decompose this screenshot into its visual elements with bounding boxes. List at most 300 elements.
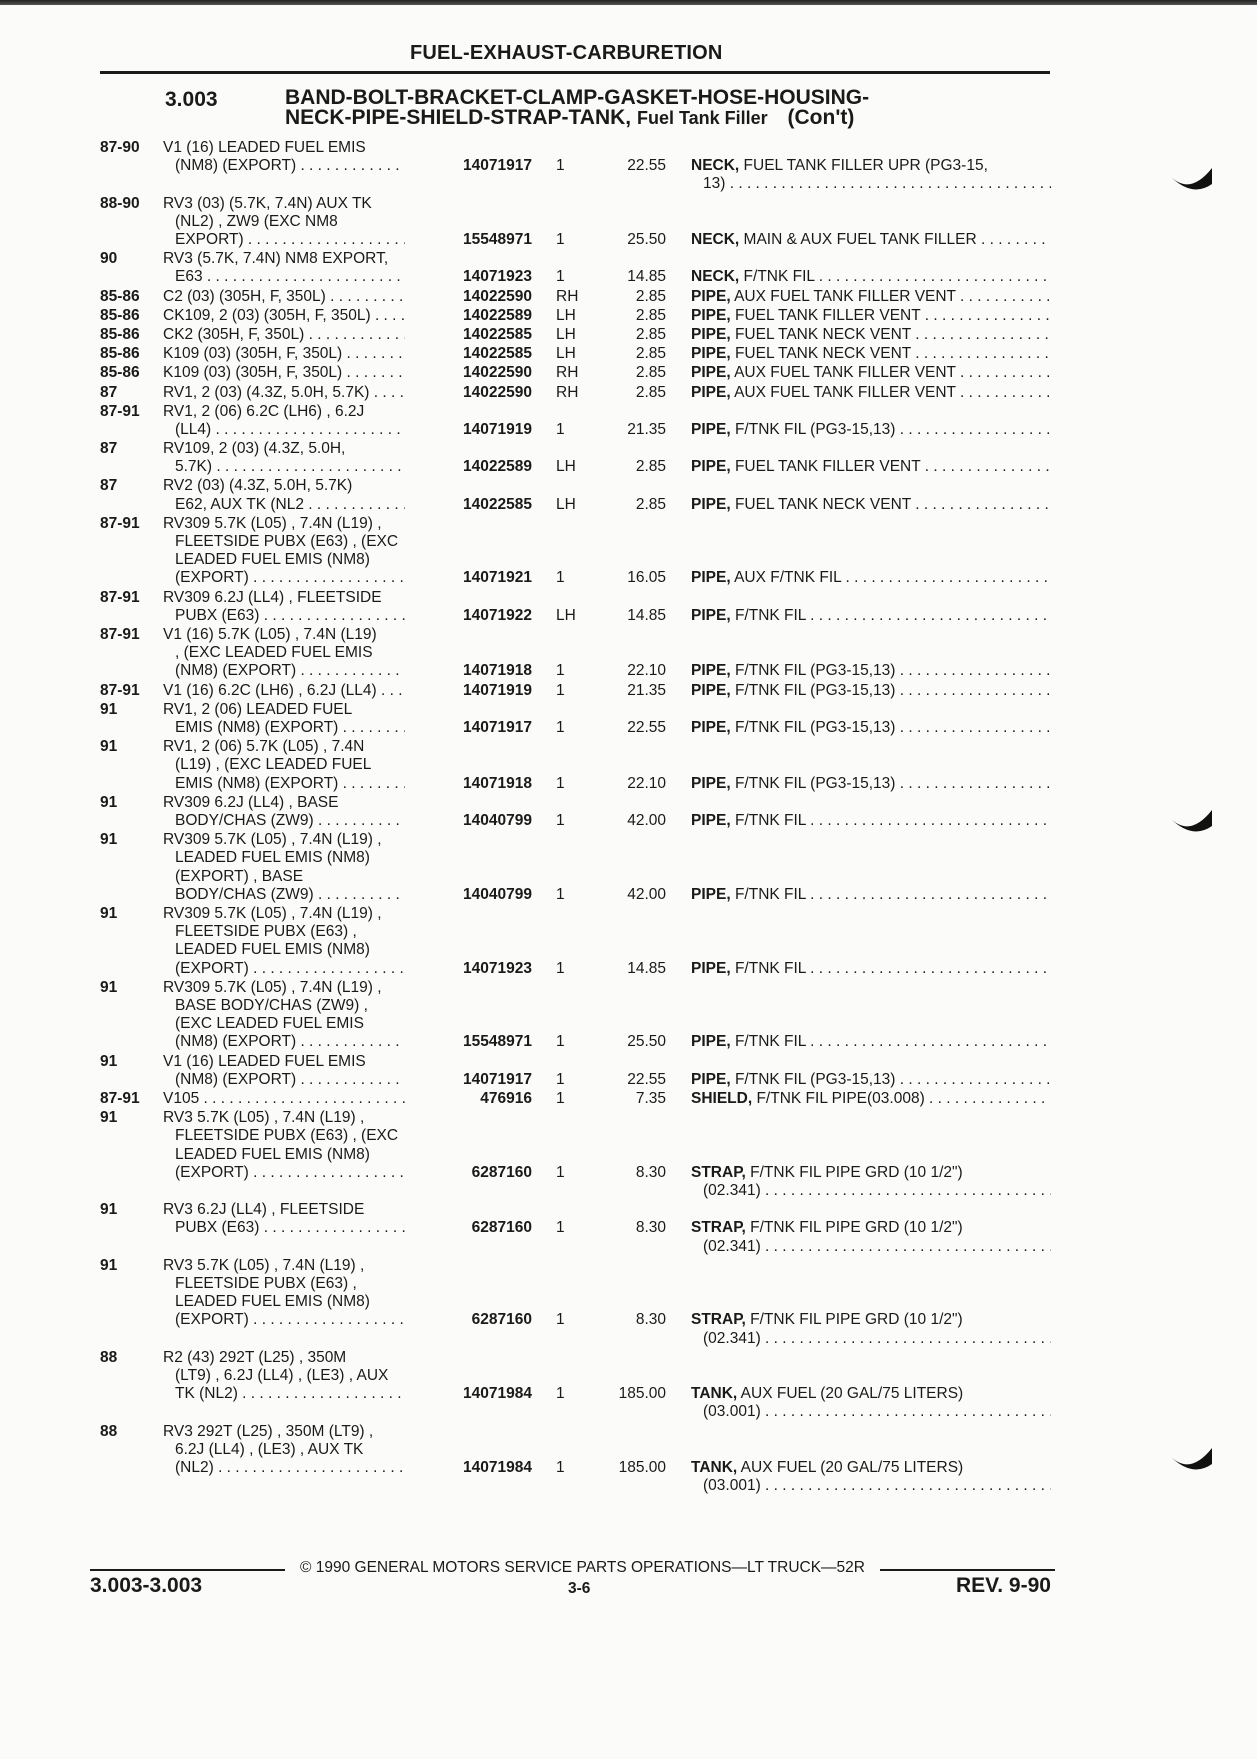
usage-line: (LT9) , 6.2J (LL4) , (LE3) , AUX bbox=[175, 1366, 389, 1384]
price: 7.35 bbox=[635, 1090, 666, 1107]
part-row bbox=[0, 345, 1257, 364]
price: 42.00 bbox=[627, 885, 666, 903]
model-years: 85-86 bbox=[100, 306, 140, 324]
part-description bbox=[691, 1164, 1051, 1200]
model-years: 88 bbox=[100, 1422, 118, 1440]
quantity: 1 bbox=[556, 1219, 565, 1237]
part-row bbox=[0, 905, 1257, 979]
usage-line: RV109, 2 (03) (4.3Z, 5.0H, bbox=[163, 440, 346, 458]
quantity: LH bbox=[556, 306, 576, 324]
price: 42.00 bbox=[627, 812, 666, 830]
part-row bbox=[0, 250, 1257, 287]
usage-line: LEADED FUEL EMIS (NM8) bbox=[175, 849, 370, 867]
part-row bbox=[0, 384, 1257, 403]
part-detail: F/TNK FIL (PG3-15,13) bbox=[734, 774, 896, 792]
part-name: TANK, bbox=[691, 1458, 738, 1476]
usage-line: C2 (03) (305H, F, 350L) . . . bbox=[163, 288, 433, 306]
part-detail: F/TNK FIL PIPE(03.008) bbox=[756, 1090, 925, 1107]
price: 2.85 bbox=[635, 495, 666, 513]
part-row bbox=[0, 515, 1257, 589]
usage-line: R2 (43) 292T (L25) , 350M bbox=[163, 1348, 347, 1366]
part-description-line bbox=[691, 886, 1051, 904]
usage-description bbox=[163, 384, 433, 402]
part-description-line bbox=[691, 1182, 1051, 1200]
part-detail: 13) bbox=[703, 175, 726, 193]
part-row bbox=[0, 701, 1257, 738]
usage-line: V105 . . . bbox=[163, 1090, 433, 1108]
usage-line: FLEETSIDE PUBX (E63) , (EXC bbox=[175, 1127, 399, 1145]
model-years: 91 bbox=[100, 793, 118, 811]
part-row bbox=[0, 139, 1257, 195]
usage-line: V1 (16) LEADED FUEL EMIS bbox=[163, 1052, 366, 1070]
usage-description bbox=[163, 477, 433, 513]
part-detail: AUX FUEL (20 GAL/75 LITERS) bbox=[740, 1458, 964, 1476]
quantity: 1 bbox=[556, 812, 565, 830]
usage-line: BODY/CHAS (ZW9) . . . bbox=[163, 812, 433, 830]
part-detail: AUX FUEL TANK FILLER VENT bbox=[734, 364, 956, 382]
part-name: PIPE, bbox=[691, 420, 731, 438]
quantity: LH bbox=[556, 458, 576, 476]
usage-description bbox=[163, 515, 433, 588]
usage-line: FLEETSIDE PUBX (E63) , bbox=[175, 1274, 357, 1292]
usage-line: RV309 6.2J (LL4) , BASE bbox=[163, 793, 339, 811]
model-years: 87-91 bbox=[100, 681, 140, 699]
part-number: 15548971 bbox=[405, 231, 532, 249]
part-row bbox=[0, 1109, 1257, 1201]
part-number: 14071919 bbox=[405, 682, 532, 700]
part-name: PIPE, bbox=[691, 325, 731, 343]
usage-line: RV2 (03) (4.3Z, 5.0H, 5.7K) bbox=[163, 477, 353, 495]
part-detail: FUEL TANK FILLER UPR (PG3-15, bbox=[743, 157, 988, 175]
model-years: 87-91 bbox=[100, 626, 140, 644]
footer-page-number: 3-6 bbox=[568, 1580, 591, 1597]
part-description bbox=[691, 1311, 1051, 1347]
usage-description bbox=[163, 307, 433, 325]
group-title bbox=[285, 88, 1225, 128]
model-years: 88-90 bbox=[100, 194, 140, 212]
part-name: SHIELD, bbox=[691, 1090, 753, 1107]
price: 2.85 bbox=[635, 287, 666, 305]
model-years: 90 bbox=[100, 250, 118, 268]
part-name: PIPE, bbox=[691, 719, 731, 737]
usage-description bbox=[163, 589, 433, 625]
usage-line: PUBX (E63) . . . bbox=[163, 607, 433, 625]
part-number: 14071923 bbox=[405, 960, 532, 978]
part-number: 14022590 bbox=[405, 364, 532, 382]
part-detail: (02.341) bbox=[703, 1329, 761, 1347]
usage-line: BODY/CHAS (ZW9) . . . bbox=[163, 886, 433, 904]
scan-edge-bar bbox=[0, 0, 1257, 5]
model-years: 91 bbox=[100, 738, 118, 756]
part-row bbox=[0, 403, 1257, 440]
part-number: 14071921 bbox=[405, 569, 532, 587]
part-detail: AUX FUEL (20 GAL/75 LITERS) bbox=[740, 1385, 964, 1403]
usage-line: K109 (03) (305H, F, 350L) . . . bbox=[163, 345, 433, 363]
usage-line: (NM8) (EXPORT) . . . bbox=[163, 1071, 433, 1089]
part-description-line bbox=[691, 364, 1051, 382]
part-description bbox=[691, 719, 1051, 737]
part-row bbox=[0, 326, 1257, 345]
price: 22.55 bbox=[627, 157, 666, 175]
part-name: TANK, bbox=[691, 1385, 738, 1403]
usage-description bbox=[163, 139, 433, 175]
usage-line: (EXPORT) . . . bbox=[163, 1311, 433, 1329]
part-description bbox=[691, 307, 1051, 325]
model-years: 87-91 bbox=[100, 514, 140, 532]
usage-description bbox=[163, 440, 433, 476]
usage-description bbox=[163, 250, 433, 286]
part-detail: (02.341) bbox=[703, 1237, 761, 1255]
binder-hole-mark-3 bbox=[1168, 1446, 1214, 1472]
part-detail: F/TNK FIL (PG3-15,13) bbox=[734, 420, 896, 438]
part-detail: F/TNK FIL PIPE GRD (10 1/2") bbox=[750, 1163, 963, 1181]
part-description bbox=[691, 662, 1051, 680]
part-name: PIPE, bbox=[691, 1033, 731, 1051]
quantity: 1 bbox=[556, 1090, 565, 1107]
part-name: PIPE, bbox=[691, 306, 731, 324]
quantity: LH bbox=[556, 345, 576, 363]
part-row bbox=[0, 1090, 1257, 1109]
part-number: 14071984 bbox=[405, 1385, 532, 1403]
part-detail: FUEL TANK NECK VENT bbox=[734, 325, 911, 343]
usage-line: (EXPORT) , BASE bbox=[175, 867, 304, 885]
part-name: STRAP, bbox=[691, 1311, 746, 1329]
usage-line: BASE BODY/CHAS (ZW9) , bbox=[175, 997, 368, 1014]
usage-line: RV309 5.7K (L05) , 7.4N (L19) , bbox=[163, 831, 382, 849]
part-number: 14071917 bbox=[405, 1071, 532, 1089]
part-name: PIPE, bbox=[691, 458, 731, 476]
part-description-line bbox=[691, 607, 1051, 625]
model-years: 91 bbox=[100, 831, 118, 849]
usage-line: RV1, 2 (06) 5.7K (L05) , 7.4N bbox=[163, 738, 365, 756]
part-description-line bbox=[691, 1330, 1051, 1348]
part-detail: MAIN & AUX FUEL TANK FILLER bbox=[743, 230, 977, 248]
part-description bbox=[691, 345, 1051, 363]
part-number: 14071918 bbox=[405, 775, 532, 793]
model-years: 91 bbox=[100, 1201, 118, 1219]
usage-description bbox=[163, 1053, 433, 1089]
price: 14.85 bbox=[627, 606, 666, 624]
part-detail: F/TNK FIL bbox=[734, 606, 806, 624]
quantity: 1 bbox=[556, 569, 565, 587]
footer-revision: REV. 9-90 bbox=[956, 1574, 1051, 1597]
usage-line: EMIS (NM8) (EXPORT) . . . bbox=[163, 719, 433, 737]
part-number: 14022585 bbox=[405, 496, 532, 514]
quantity: 1 bbox=[556, 268, 565, 286]
part-row bbox=[0, 738, 1257, 794]
quantity: 1 bbox=[556, 774, 565, 792]
part-description-line bbox=[691, 662, 1051, 680]
usage-line: K109 (03) (305H, F, 350L) . . . bbox=[163, 364, 433, 382]
price: 2.85 bbox=[635, 458, 666, 476]
part-description-line bbox=[691, 1033, 1051, 1051]
price: 8.30 bbox=[635, 1311, 666, 1329]
usage-line: (LL4) . . . bbox=[163, 421, 433, 439]
quantity: 1 bbox=[556, 681, 565, 699]
model-years: 85-86 bbox=[100, 345, 140, 363]
part-row bbox=[0, 477, 1257, 514]
part-number: 14071917 bbox=[405, 719, 532, 737]
part-name: NECK, bbox=[691, 268, 740, 286]
part-description bbox=[691, 1219, 1051, 1255]
model-years: 85-86 bbox=[100, 325, 140, 343]
quantity: 1 bbox=[556, 885, 565, 903]
part-description-line bbox=[691, 719, 1051, 737]
usage-description bbox=[163, 831, 433, 904]
usage-description bbox=[163, 1423, 433, 1478]
quantity: 1 bbox=[556, 662, 565, 680]
usage-line: RV1, 2 (06) 6.2C (LH6) , 6.2J bbox=[163, 402, 365, 420]
quantity: 1 bbox=[556, 230, 565, 248]
part-name: PIPE, bbox=[691, 774, 731, 792]
price: 21.35 bbox=[627, 681, 666, 699]
part-name: PIPE, bbox=[691, 662, 731, 680]
part-description bbox=[691, 231, 1051, 249]
part-description-line bbox=[691, 268, 1051, 286]
part-number: 14040799 bbox=[405, 812, 532, 830]
part-detail: FUEL TANK NECK VENT bbox=[734, 345, 911, 363]
quantity: 1 bbox=[556, 157, 565, 175]
usage-description bbox=[163, 345, 433, 363]
part-row bbox=[0, 831, 1257, 905]
part-row bbox=[0, 1053, 1257, 1090]
section-title: FUEL-EXHAUST-CARBURETION bbox=[410, 42, 723, 64]
usage-line: FLEETSIDE PUBX (E63) , (EXC bbox=[175, 533, 399, 551]
usage-line: RV309 5.7K (L05) , 7.4N (L19) , bbox=[163, 905, 382, 923]
usage-line: LEADED FUEL EMIS (NM8) bbox=[175, 1293, 370, 1311]
model-years: 88 bbox=[100, 1348, 118, 1366]
price: 22.10 bbox=[627, 662, 666, 680]
usage-line: RV3 5.7K (L05) , 7.4N (L19) , bbox=[163, 1256, 365, 1274]
part-name: PIPE, bbox=[691, 287, 731, 305]
usage-description bbox=[163, 979, 433, 1052]
quantity: 1 bbox=[556, 1311, 565, 1329]
usage-line: V1 (16) 5.7K (L05) , 7.4N (L19) bbox=[163, 626, 377, 644]
model-years: 87 bbox=[100, 477, 118, 495]
part-description bbox=[691, 288, 1051, 306]
usage-line: (NM8) (EXPORT) . . . bbox=[163, 1033, 433, 1051]
part-description bbox=[691, 268, 1051, 286]
quantity: 1 bbox=[556, 959, 565, 977]
part-detail: F/TNK FIL bbox=[743, 268, 815, 286]
quantity: RH bbox=[556, 287, 579, 305]
usage-line: RV3 (03) (5.7K, 7.4N) AUX TK bbox=[163, 194, 372, 212]
part-number: 6287160 bbox=[405, 1219, 532, 1237]
part-description-line bbox=[691, 1385, 1051, 1403]
usage-description bbox=[163, 905, 433, 978]
part-name: STRAP, bbox=[691, 1163, 746, 1181]
part-detail: AUX FUEL TANK FILLER VENT bbox=[734, 383, 956, 401]
footer-copyright: © 1990 GENERAL MOTORS SERVICE PARTS OPERATIONS—LT TRUCK—52R bbox=[300, 1559, 865, 1576]
part-number: 14022590 bbox=[405, 288, 532, 306]
usage-line: E63 . . . bbox=[163, 268, 433, 286]
usage-description bbox=[163, 1090, 433, 1108]
usage-description bbox=[163, 682, 433, 700]
usage-description bbox=[163, 326, 433, 344]
part-description bbox=[691, 458, 1051, 476]
usage-line: EXPORT) . . . bbox=[163, 231, 433, 249]
part-description-line bbox=[691, 1164, 1051, 1182]
part-description-line bbox=[691, 1311, 1051, 1329]
usage-description bbox=[163, 701, 433, 737]
price: 2.85 bbox=[635, 345, 666, 363]
part-description bbox=[691, 607, 1051, 625]
model-years: 91 bbox=[100, 1256, 118, 1274]
part-name: PIPE, bbox=[691, 569, 731, 587]
usage-line: 5.7K) . . . bbox=[163, 458, 433, 476]
part-description-line bbox=[691, 345, 1051, 363]
part-name: NECK, bbox=[691, 157, 740, 175]
part-number: 14071923 bbox=[405, 268, 532, 286]
usage-line: LEADED FUEL EMIS (NM8) bbox=[175, 941, 370, 959]
usage-line: RV3 (5.7K, 7.4N) NM8 EXPORT, bbox=[163, 250, 389, 268]
part-name: STRAP, bbox=[691, 1219, 746, 1237]
quantity: 1 bbox=[556, 1070, 565, 1088]
model-years: 91 bbox=[100, 1052, 118, 1070]
binder-hole-mark-1 bbox=[1168, 166, 1214, 192]
model-years: 87-91 bbox=[100, 1090, 140, 1107]
quantity: 1 bbox=[556, 1163, 565, 1181]
part-name: PIPE, bbox=[691, 345, 731, 363]
usage-line: RV1, 2 (06) LEADED FUEL bbox=[163, 700, 353, 718]
part-row bbox=[0, 1257, 1257, 1349]
usage-line: RV3 292T (L25) , 350M (LT9) , bbox=[163, 1422, 374, 1440]
usage-line: RV1, 2 (03) (4.3Z, 5.0H, 5.7K) . . . bbox=[163, 384, 433, 402]
usage-description bbox=[163, 1257, 433, 1330]
part-detail: F/TNK FIL PIPE GRD (10 1/2") bbox=[750, 1219, 963, 1237]
part-detail: FUEL TANK NECK VENT bbox=[734, 495, 911, 513]
model-years: 87-91 bbox=[100, 402, 140, 420]
part-name: PIPE, bbox=[691, 959, 731, 977]
part-description-line bbox=[691, 1071, 1051, 1089]
part-row bbox=[0, 195, 1257, 251]
usage-description bbox=[163, 403, 433, 439]
part-description-line bbox=[691, 421, 1051, 439]
part-description-line bbox=[691, 326, 1051, 344]
group-title-sub: Fuel Tank Filler bbox=[636, 108, 768, 128]
part-row bbox=[0, 307, 1257, 326]
part-detail: (03.001) bbox=[703, 1477, 761, 1495]
part-number: 6287160 bbox=[405, 1311, 532, 1329]
part-number: 6287160 bbox=[405, 1164, 532, 1182]
part-number: 14022590 bbox=[405, 384, 532, 402]
part-description-line bbox=[691, 775, 1051, 793]
usage-line: PUBX (E63) . . . bbox=[163, 1219, 433, 1237]
quantity: 1 bbox=[556, 1385, 565, 1403]
part-detail: (03.001) bbox=[703, 1403, 761, 1421]
part-detail: AUX F/TNK FIL bbox=[734, 569, 842, 587]
part-name: PIPE, bbox=[691, 606, 731, 624]
part-row bbox=[0, 794, 1257, 831]
model-years: 91 bbox=[100, 1109, 118, 1127]
quantity: 1 bbox=[556, 1033, 565, 1051]
part-number: 14040799 bbox=[405, 886, 532, 904]
part-number: 14022589 bbox=[405, 307, 532, 325]
model-years: 91 bbox=[100, 978, 118, 996]
part-description bbox=[691, 1071, 1051, 1089]
part-description-line bbox=[691, 384, 1051, 402]
model-years: 87-90 bbox=[100, 139, 140, 156]
usage-line: LEADED FUEL EMIS (NM8) bbox=[175, 551, 370, 569]
price: 8.30 bbox=[635, 1163, 666, 1181]
group-title-main: NECK-PIPE-SHIELD-STRAP-TANK, bbox=[285, 106, 632, 129]
part-description bbox=[691, 326, 1051, 344]
part-number: 14071918 bbox=[405, 662, 532, 680]
part-number: 15548971 bbox=[405, 1033, 532, 1051]
part-description-line bbox=[691, 569, 1051, 587]
quantity: 1 bbox=[556, 1458, 565, 1476]
part-description bbox=[691, 960, 1051, 978]
parts-list bbox=[0, 139, 1257, 1496]
usage-line: RV309 5.7K (L05) , 7.4N (L19) , bbox=[163, 978, 382, 996]
usage-line: LEADED FUEL EMIS (NM8) bbox=[175, 1145, 370, 1163]
usage-line: RV3 5.7K (L05) , 7.4N (L19) , bbox=[163, 1109, 365, 1127]
footer-rule-right bbox=[880, 1569, 1055, 1571]
part-detail: (02.341) bbox=[703, 1181, 761, 1199]
model-years: 87-91 bbox=[100, 588, 140, 606]
price: 2.85 bbox=[635, 383, 666, 401]
part-description-line bbox=[691, 812, 1051, 830]
part-detail: F/TNK FIL bbox=[734, 885, 806, 903]
part-name: NECK, bbox=[691, 230, 740, 248]
part-description bbox=[691, 886, 1051, 904]
part-row bbox=[0, 288, 1257, 307]
part-name: PIPE, bbox=[691, 885, 731, 903]
footer-group-range: 3.003-3.003 bbox=[90, 1574, 203, 1597]
price: 25.50 bbox=[627, 230, 666, 248]
price: 8.30 bbox=[635, 1219, 666, 1237]
price: 2.85 bbox=[635, 306, 666, 324]
part-description-line bbox=[691, 288, 1051, 306]
part-description bbox=[691, 1090, 1051, 1108]
part-description bbox=[691, 812, 1051, 830]
quantity: LH bbox=[556, 325, 576, 343]
part-name: PIPE, bbox=[691, 812, 731, 830]
part-number: 476916 bbox=[405, 1090, 532, 1108]
part-detail: F/TNK FIL (PG3-15,13) bbox=[734, 719, 896, 737]
usage-description bbox=[163, 364, 433, 382]
usage-line: TK (NL2) . . . bbox=[163, 1385, 433, 1403]
part-detail: F/TNK FIL (PG3-15,13) bbox=[734, 1070, 896, 1088]
part-name: PIPE, bbox=[691, 681, 731, 699]
model-years: 85-86 bbox=[100, 287, 140, 305]
group-title-line1: BAND-BOLT-BRACKET-CLAMP-GASKET-HOSE-HOUSING- bbox=[285, 86, 870, 109]
price: 25.50 bbox=[627, 1033, 666, 1051]
usage-description bbox=[163, 288, 433, 306]
model-years: 87 bbox=[100, 383, 118, 401]
part-description bbox=[691, 1385, 1051, 1421]
part-row bbox=[0, 979, 1257, 1053]
footer-rule-left bbox=[90, 1569, 285, 1571]
part-description-line bbox=[691, 1090, 1051, 1108]
usage-description bbox=[163, 1349, 433, 1404]
model-years: 91 bbox=[100, 700, 118, 718]
usage-line: (NM8) (EXPORT) . . . bbox=[163, 157, 433, 175]
part-row bbox=[0, 1423, 1257, 1497]
part-description bbox=[691, 384, 1051, 402]
usage-line: (NM8) (EXPORT) . . . bbox=[163, 662, 433, 680]
usage-line: EMIS (NM8) (EXPORT) . . . bbox=[163, 775, 433, 793]
part-name: PIPE, bbox=[691, 364, 731, 382]
part-description-line bbox=[691, 175, 1051, 193]
usage-line: (EXPORT) . . . bbox=[163, 569, 433, 587]
usage-line: (EXPORT) . . . bbox=[163, 960, 433, 978]
part-description-line bbox=[691, 1459, 1051, 1477]
part-row bbox=[0, 440, 1257, 477]
usage-line: E62, AUX TK (NL2 . . . bbox=[163, 496, 433, 514]
part-description-line bbox=[691, 157, 1051, 175]
usage-line: CK2 (305H, F, 350L) . . . bbox=[163, 326, 433, 344]
